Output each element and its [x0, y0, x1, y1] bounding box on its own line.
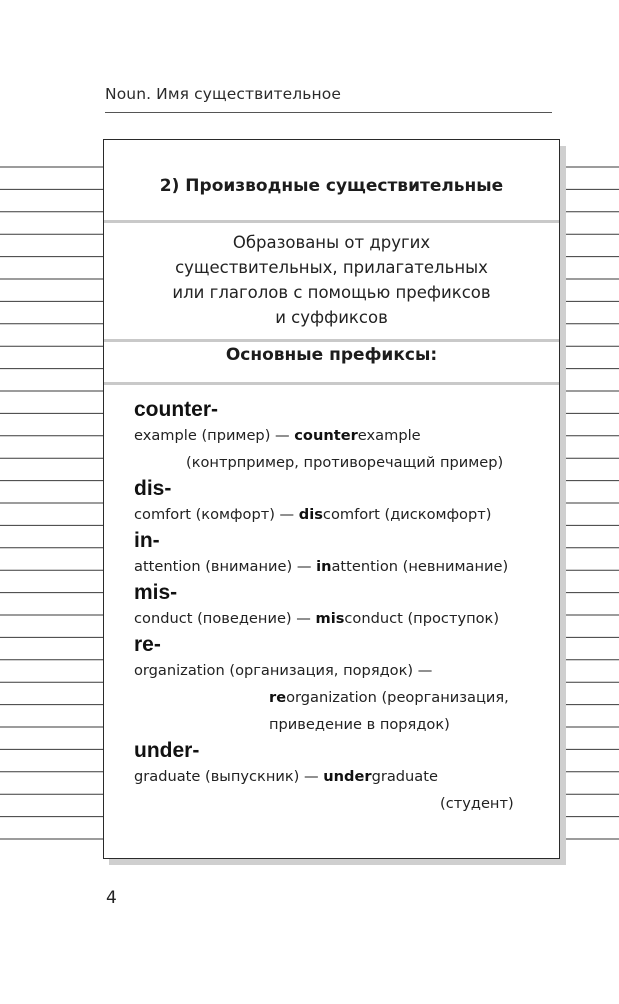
divider: [104, 382, 559, 385]
prefix-heading: dis-: [134, 477, 172, 500]
example-line: comfort (комфорт) — discomfort (дискомфорт): [134, 506, 492, 523]
example-line: conduct (поведение) — misconduct (проступок): [134, 610, 500, 627]
description-line: Образованы от других: [232, 233, 431, 252]
divider: [104, 220, 559, 223]
page-number: 4: [106, 888, 117, 908]
section-title: 2) Производные существительные: [159, 176, 504, 196]
divider: [104, 339, 559, 342]
example-line: reorganization (реорганизация,: [269, 689, 509, 706]
example-line: organization (организация, порядок) —: [134, 662, 433, 679]
header-rule: [105, 112, 552, 113]
prefix-heading: mis-: [134, 581, 178, 604]
prefix-heading: under-: [134, 739, 200, 762]
running-head: Noun. Имя существительное: [105, 85, 341, 103]
description-line: существительных, прилагательных: [175, 258, 488, 277]
example-line: attention (внимание) — inattention (невнимание): [134, 558, 509, 575]
prefix-list: [134, 397, 554, 817]
description: [104, 230, 559, 330]
content-box: [103, 139, 560, 859]
prefixes-subtitle: Основные префиксы:: [225, 345, 438, 365]
example-line: graduate (выпускник) — undergraduate: [134, 768, 438, 785]
prefix-heading: in-: [134, 529, 160, 552]
example-line: (студент): [440, 795, 514, 812]
description-line: или глаголов с помощью префиксов: [172, 283, 491, 302]
example-line: (контрпример, противоречащий пример): [186, 454, 504, 471]
example-line: example (пример) — counterexample: [134, 427, 421, 444]
prefix-heading: counter-: [134, 398, 218, 421]
prefix-heading: re-: [134, 633, 161, 656]
example-line: приведение в порядок): [269, 716, 450, 733]
description-line: и суффиксов: [275, 308, 388, 327]
